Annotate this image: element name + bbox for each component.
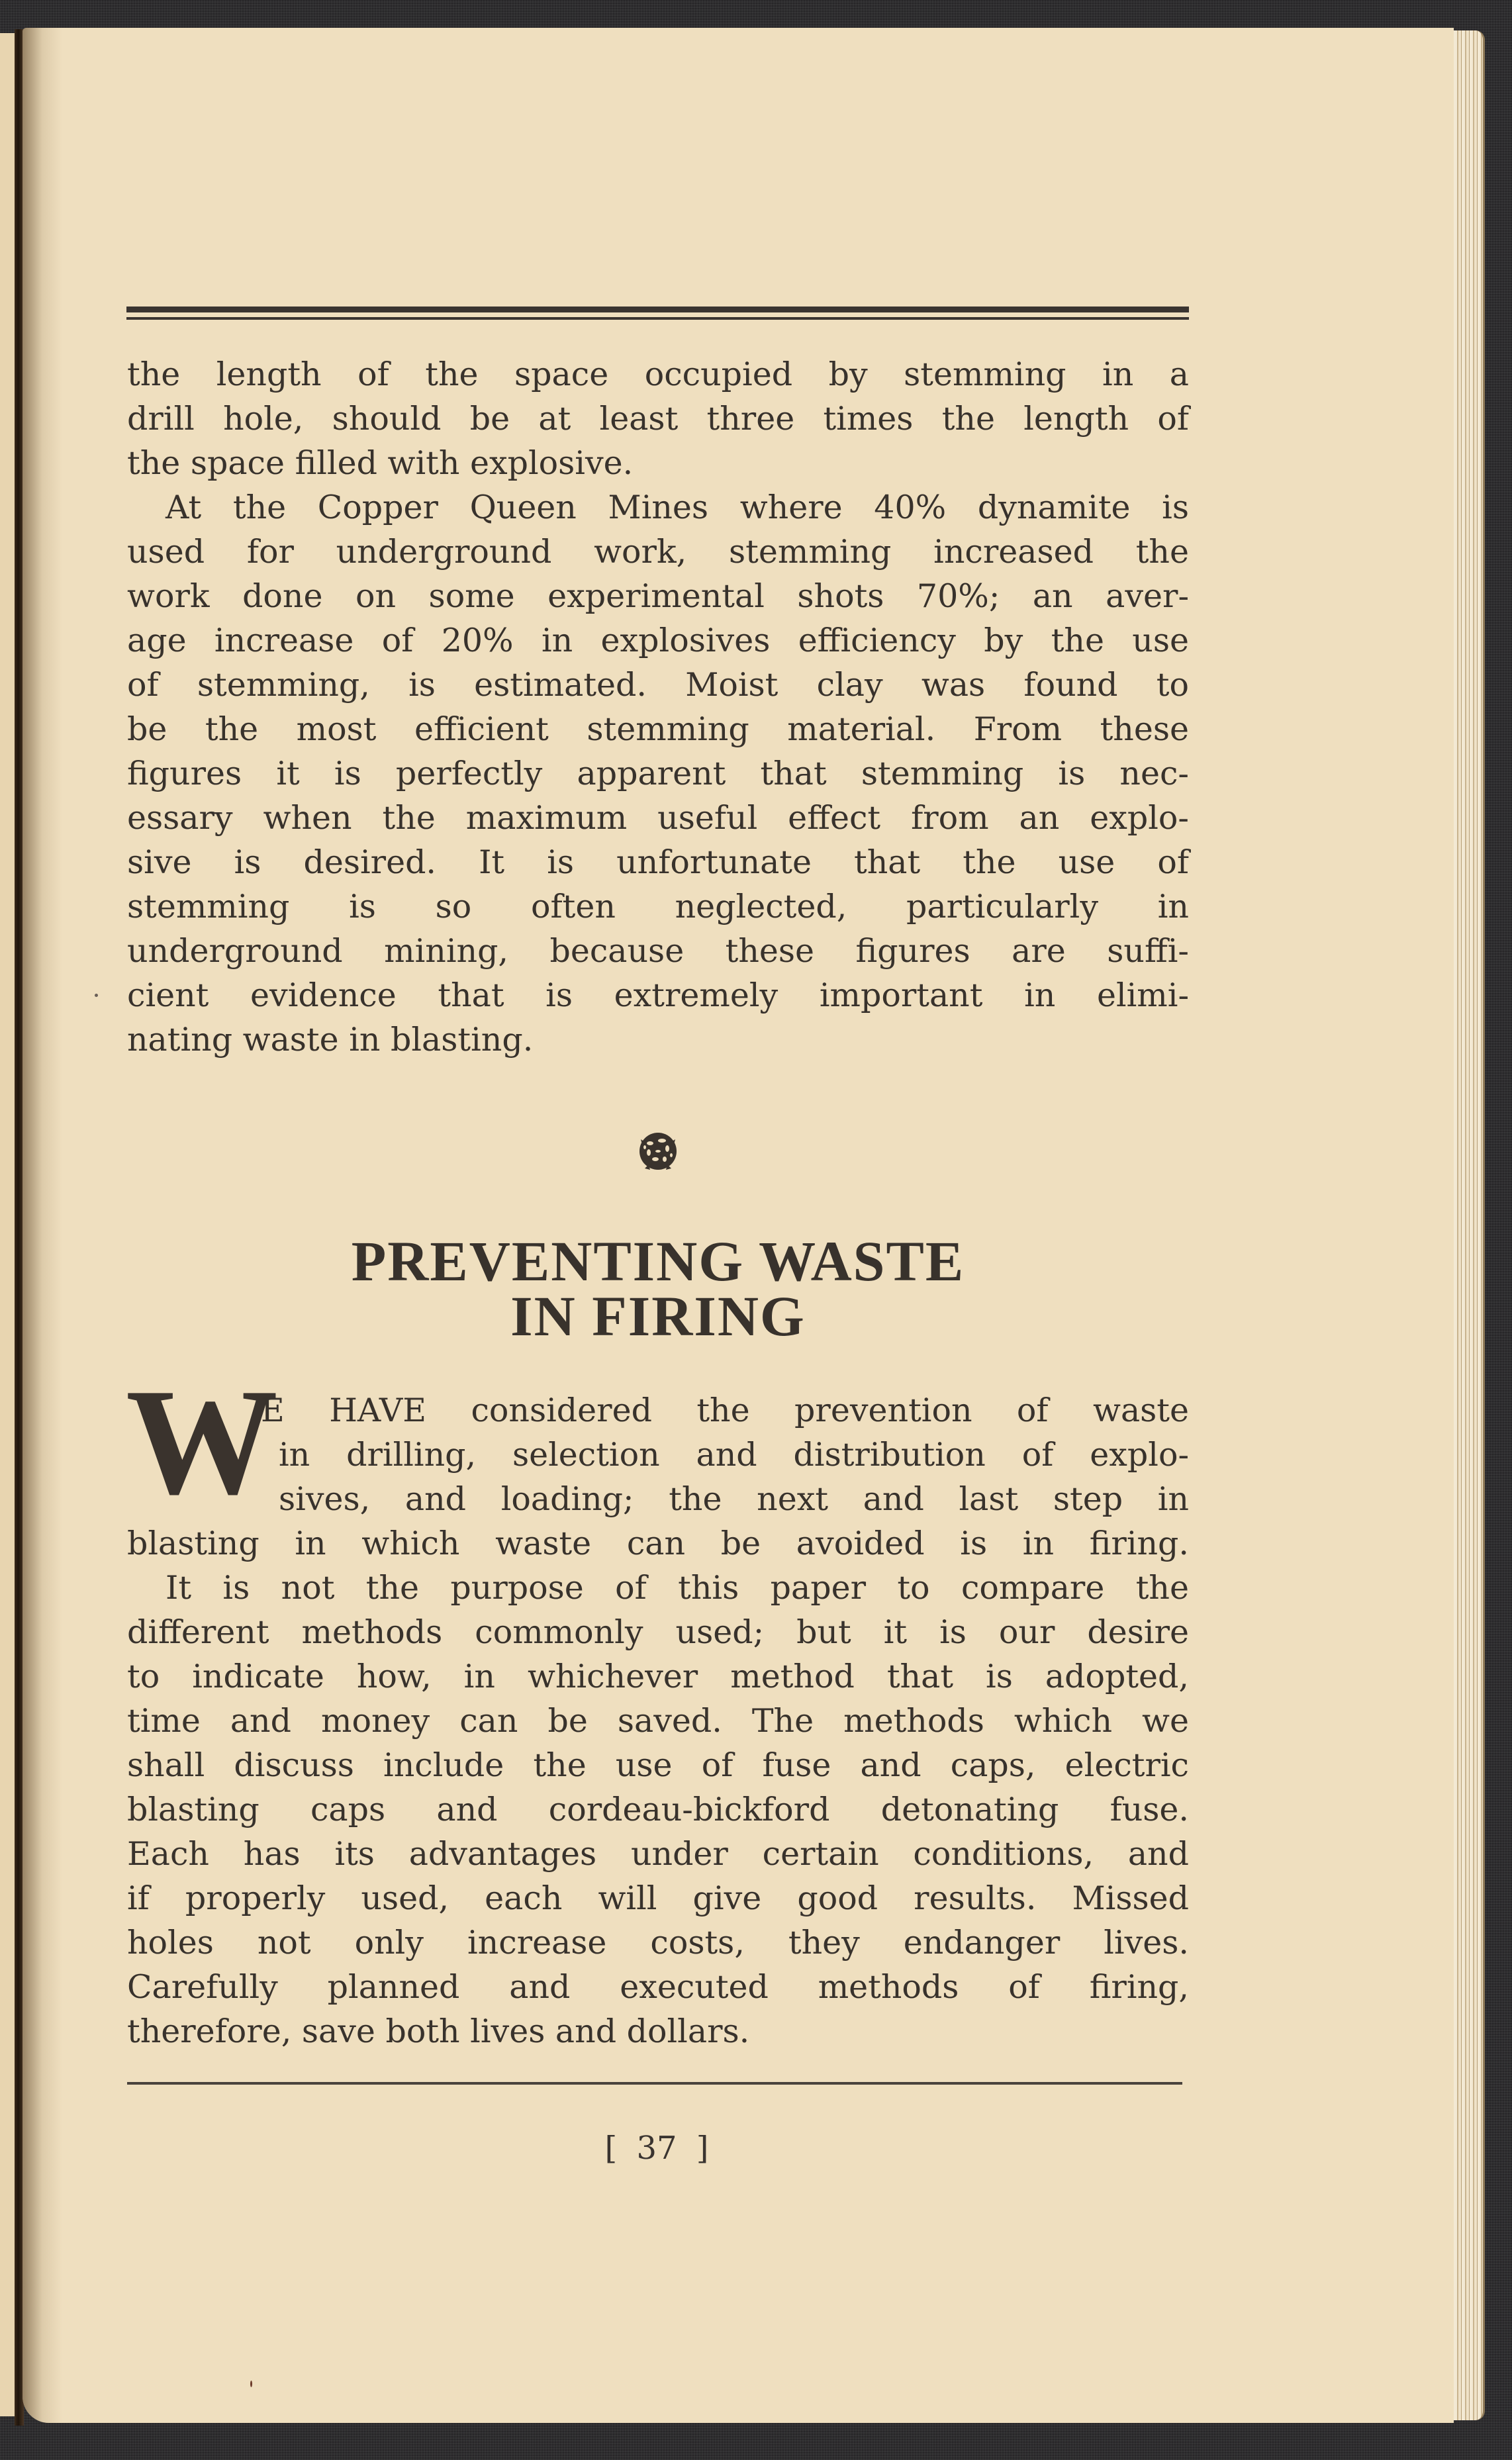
- rosette-ornament-icon: [636, 1129, 681, 1174]
- text-line: used for underground work, stemming increased the: [127, 533, 1189, 571]
- header-rule-thin: [126, 317, 1189, 320]
- text-line: cient evidence that is extremely important in elimi-: [127, 976, 1189, 1014]
- section-heading-line-2: IN FIRING: [510, 1284, 806, 1348]
- text-line: the space filled with explosive.: [127, 444, 634, 482]
- text-line: time and money can be saved. The methods which we: [127, 1702, 1189, 1740]
- text-line: At the Copper Queen Mines where 40% dynamite is: [165, 489, 1189, 526]
- footer-rule: [127, 2082, 1182, 2085]
- text-line: essary when the maximum useful effect from an explo-: [127, 799, 1189, 837]
- text-line: if properly used, each will give good results. Missed: [127, 1879, 1189, 1917]
- text-line: Each has its advantages under certain conditions, and: [127, 1835, 1189, 1873]
- text-line: in drilling, selection and distribution of explo-: [279, 1436, 1189, 1474]
- text-line: drill hole, should be at least three times the length of: [127, 400, 1189, 438]
- text-line: holes not only increase costs, they endanger lives.: [127, 1924, 1189, 1962]
- text-line: therefore, save both lives and dollars.: [127, 2012, 750, 2050]
- text-line: sives, and loading; the next and last step in: [279, 1480, 1189, 1518]
- text-line: E HAVE considered the prevention of waste: [261, 1392, 1189, 1429]
- text-line: work done on some experimental shots 70%; an aver-: [127, 577, 1189, 615]
- drop-cap: W: [126, 1357, 278, 1526]
- text-line: It is not the purpose of this paper to compare the: [165, 1569, 1189, 1607]
- text-line: to indicate how, in whichever method that is adopted,: [127, 1658, 1189, 1695]
- text-line: figures it is perfectly apparent that stemming is nec-: [127, 755, 1189, 792]
- text-line: the length of the space occupied by stemming in a: [127, 355, 1189, 393]
- text-line: sive is desired. It is unfortunate that the use of: [127, 843, 1189, 881]
- text-line: nating waste in blasting.: [127, 1021, 534, 1059]
- header-rule-thick: [126, 307, 1189, 312]
- text-line: blasting in which waste can be avoided is in firing.: [127, 1525, 1189, 1562]
- text-line: shall discuss include the use of fuse and caps, electric: [127, 1746, 1189, 1784]
- text-line: different methods commonly used; but it is our desire: [127, 1613, 1189, 1651]
- section-heading-line-1: PREVENTING WASTE: [351, 1229, 965, 1293]
- text-line: blasting caps and cordeau-bickford detonating fuse.: [127, 1791, 1189, 1828]
- text-line: stemming is so often neglected, particularly in: [127, 888, 1189, 925]
- text-line: be the most efficient stemming material. From these: [127, 710, 1189, 748]
- text-line: of stemming, is estimated. Moist clay was found to: [127, 666, 1189, 704]
- page-number: [ 37 ]: [604, 2130, 709, 2167]
- text-line: underground mining, because these figures are suffi-: [127, 932, 1189, 970]
- text-line: age increase of 20% in explosives efficiency by the use: [127, 622, 1189, 659]
- paper-fleck: [250, 2381, 252, 2387]
- margin-speck: [95, 994, 98, 997]
- text-line: Carefully planned and executed methods of firing,: [127, 1968, 1189, 2006]
